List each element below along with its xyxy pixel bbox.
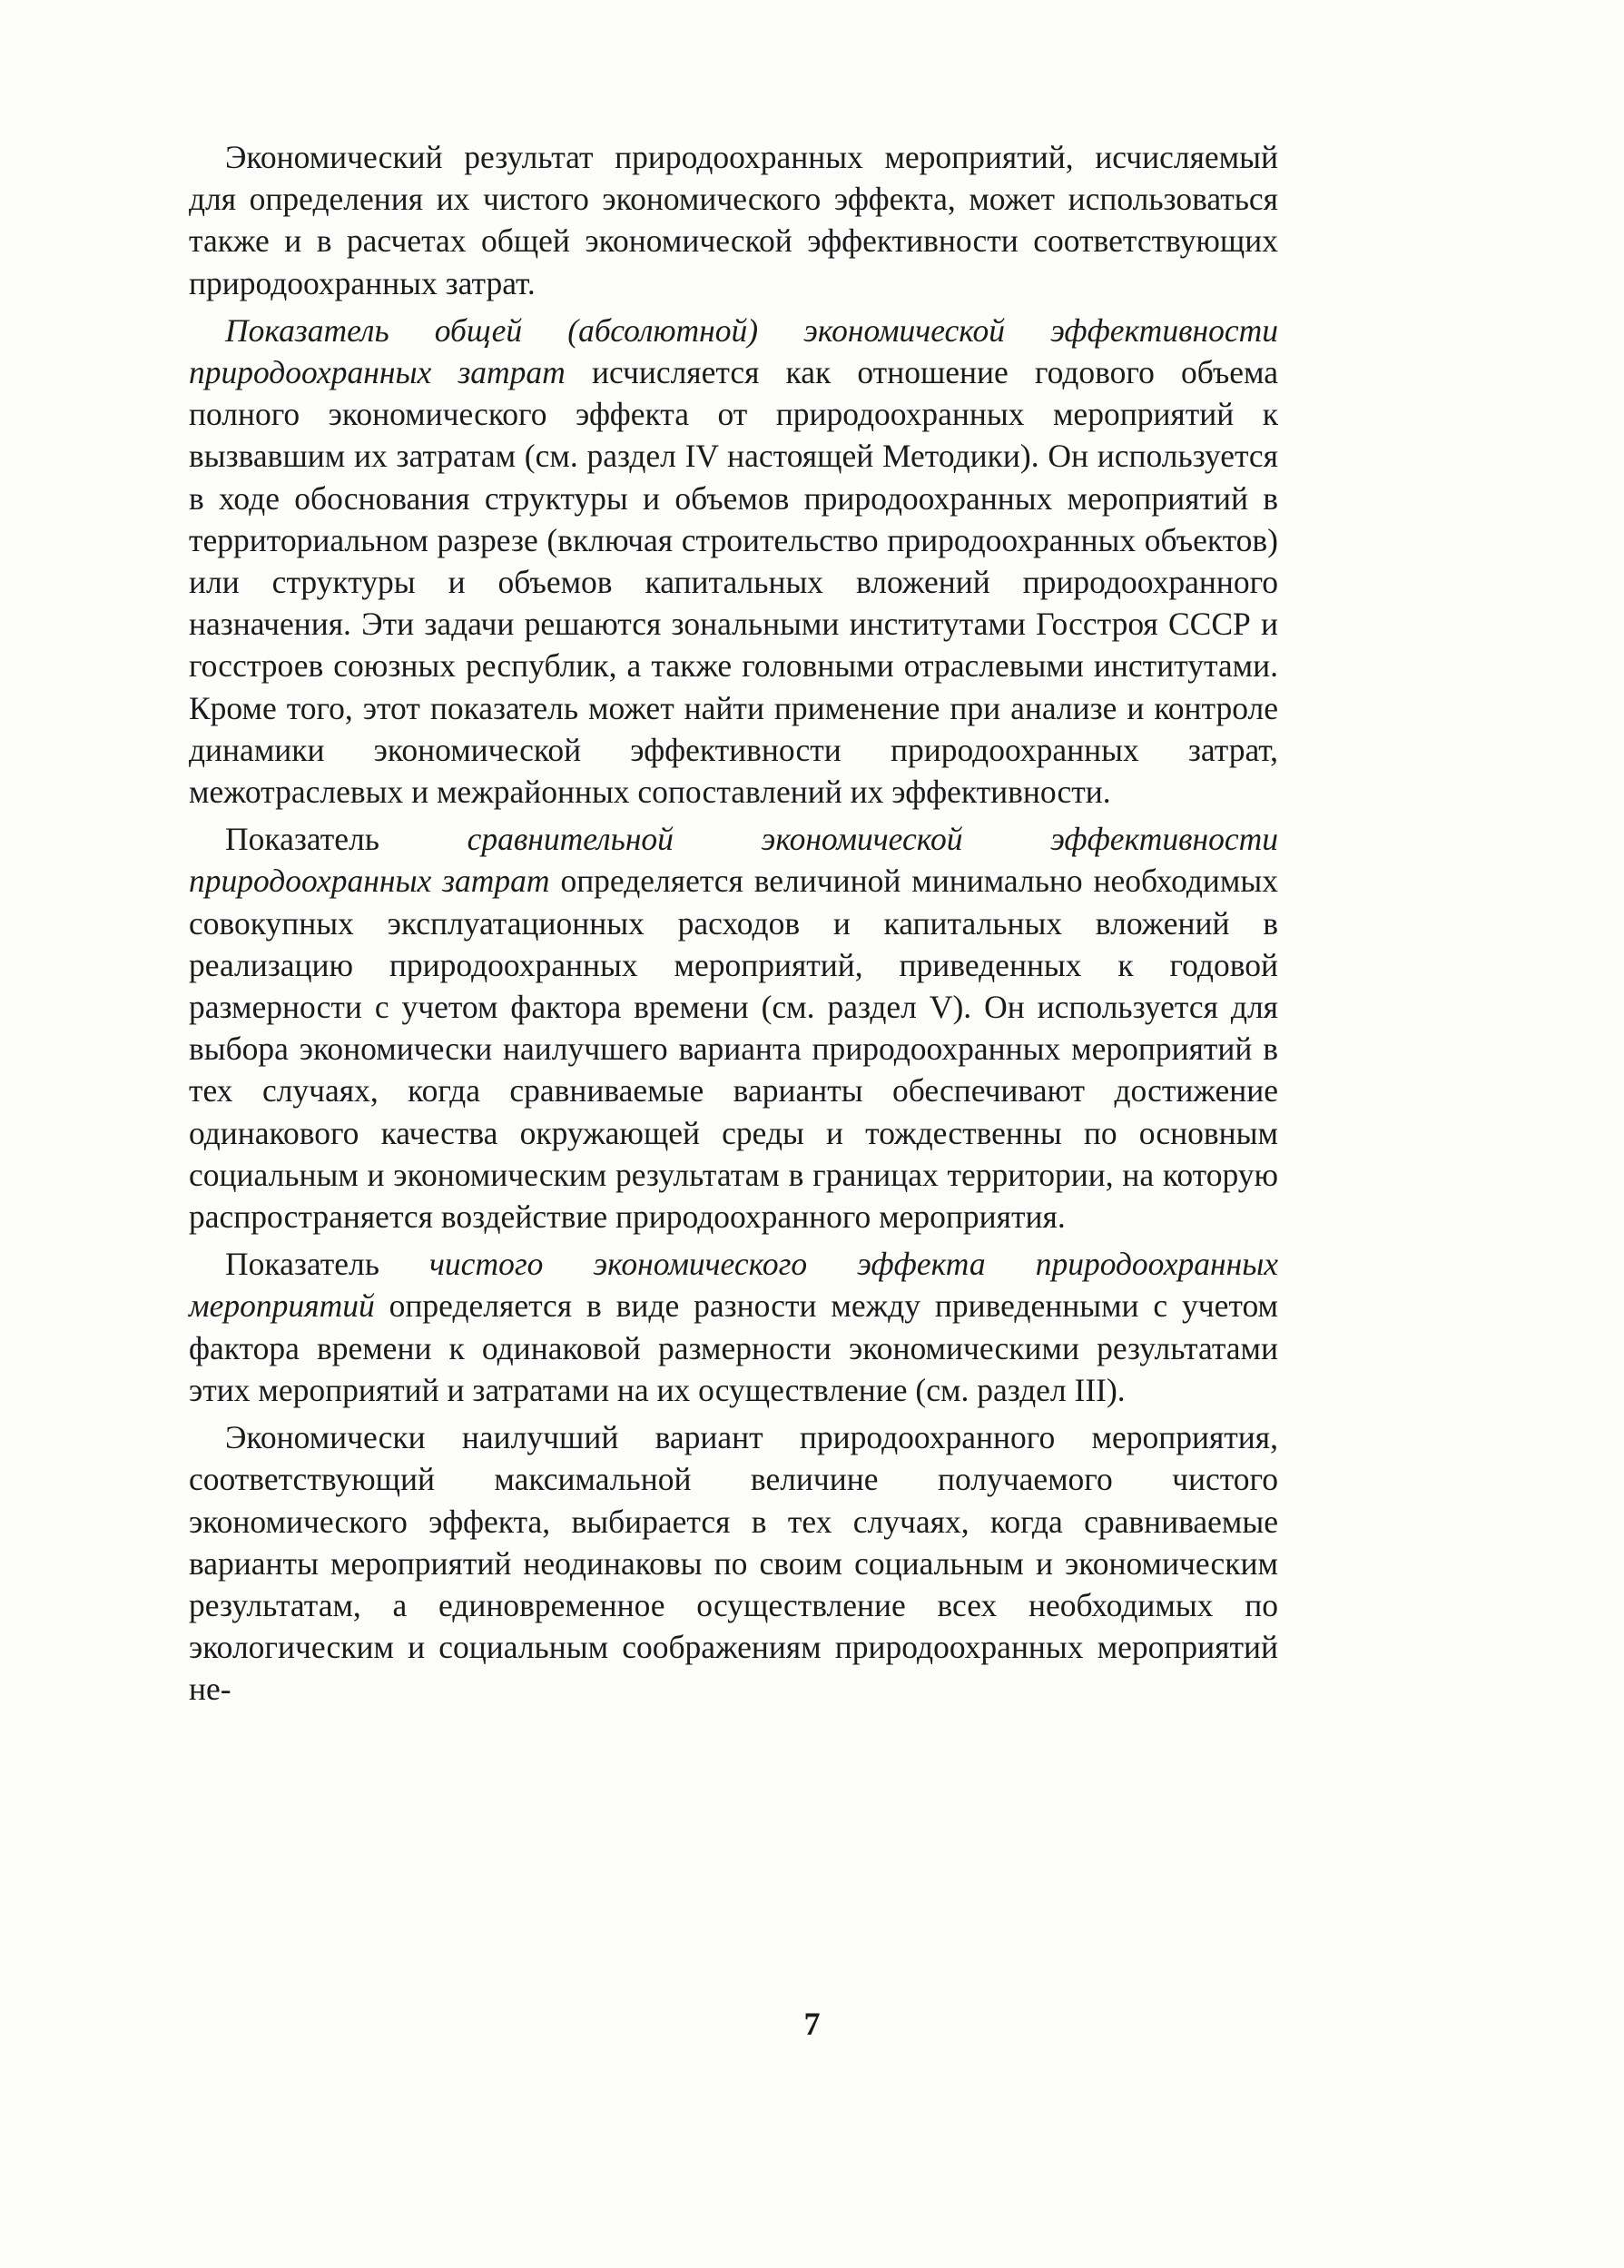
- paragraph-1: [189, 136, 1278, 304]
- paragraph-3-lead: Показатель: [225, 821, 468, 858]
- paragraph-2-term: Показатель общей (абсолютной) экономической эффективности природоохранных затрат: [189, 311, 1278, 391]
- paragraph-5: [189, 1416, 1278, 1710]
- paragraph-3-term: сравнительной экономической эффективности природоохранных затрат: [189, 821, 1278, 900]
- paragraph-2-text: исчисляется как отношение годового объема полного экономического эффекта от природоохранных мероприятий к вызвавшим их затратам (см. раздел IV настоящей Методики). Он используется в ходе обоснования структуры и объемов природоохранных мероприятий в территориальном разрезе (включая строительство природоохранных объектов) или структуры и объемов капитальных вложений природоохранного назначения. Эти задачи решаются зональными институтами Госстроя СССР и госстроев союзных республик, а также головными отраслевыми институтами. Кроме того, этот показатель может найти применение при анализе и контроле динамики экономической эффективности природоохранных затрат, межотраслевых и межрайонных сопоставлений их эффективности.: [189, 354, 1278, 811]
- body-text: [189, 136, 1278, 1711]
- paragraph-5-text: Экономически наилучший вариант природоохранного мероприятия, соответствующий максимальной величине получаемого чистого экономического эффекта, выбирается в тех случаях, когда сравниваемые варианты мероприятий неодинаковы по своим социальным и экономическим результатам, а единовременное осуществление всех необходимых по экологическим и социальным соображениям природоохранных мероприятий не-: [189, 1419, 1278, 1708]
- paragraph-3: [189, 818, 1278, 1238]
- paragraph-4-lead: Показатель: [225, 1246, 429, 1283]
- paragraph-4-term: чистого экономического эффекта природоохранных мероприятий: [189, 1246, 1279, 1325]
- paragraph-2: [189, 310, 1278, 813]
- paragraph-4-text: определяется в виде разности между приведенными с учетом фактора времени к одинаковой размерности экономическими результатами этих мероприятий и затратами на их осуществление (см. раздел III).: [189, 1287, 1278, 1408]
- paragraph-3-text: определяется величиной минимально необходимых совокупных эксплуатационных расходов и капитальных вложений в реализацию природоохранных мероприятий, приведенных к годовой размерности с учетом фактора времени (см. раздел V). Он используется для выбора экономически наилучшего варианта природоохранных мероприятий в тех случаях, когда сравниваемые варианты обеспечивают достижение одинакового качества окружающей среды и тождественны по основным социальным и экономическим результатам в границах территории, на которую распространяется воздействие природоохранного мероприятия.: [189, 863, 1278, 1236]
- paragraph-1-text: Экономический результат природоохранных мероприятий, исчисляемый для определения их чистого экономического эффекта, может использоваться также и в расчетах общей экономической эффективности соответствующих природоохранных затрат.: [189, 139, 1278, 301]
- paragraph-4: [189, 1243, 1278, 1411]
- page-number: 7: [803, 2006, 821, 2042]
